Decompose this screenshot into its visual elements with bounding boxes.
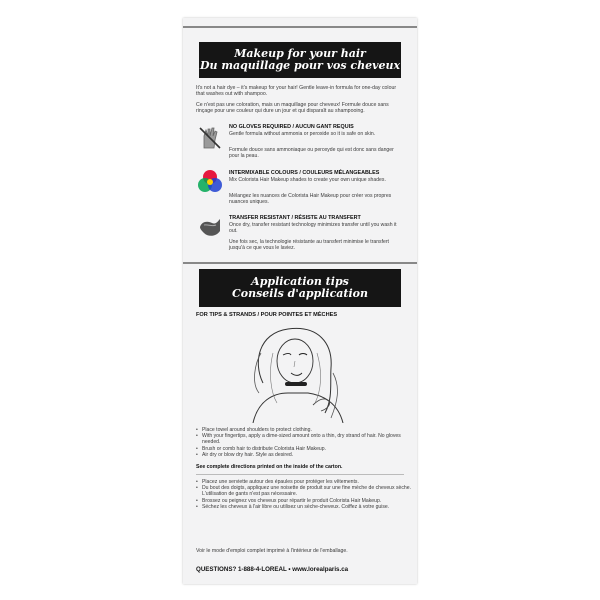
list-item: • Du bout des doigts, appliquez une noisette de produit sur une fine mèche de cheveux sèche. L'utilisation de gants n'est pas nécessaire. — [202, 485, 412, 497]
list-item: • Brush or comb hair to distribute Colorista Hair Makeup. — [202, 446, 412, 452]
directions-fr: Voir le mode d'emploi complet imprimé à l'intérieur de l'emballage. — [196, 548, 348, 554]
transfer-resistant-icon — [196, 213, 224, 241]
steps-list-fr — [196, 479, 412, 510]
list-item: • Placez une serviette autour des épaules pour protéger les vêtements. — [202, 479, 412, 485]
list-item: • With your fingertips, apply a dime-sized amount onto a thin, dry strand of hair. No gloves needed. — [202, 433, 412, 445]
contact-footer: QUESTIONS? 1-888-4-LOREAL • www.lorealparis.ca — [196, 566, 349, 573]
list-item: • Séchez les cheveux à l'air libre ou utilisez un sèche-cheveux. Coiffez à votre guise. — [202, 504, 412, 510]
feature-text-en-transfer: Once dry, transfer resistant technology minimizes transfer until you wash it out. — [229, 222, 397, 235]
tips-subhead: FOR TIPS & STRANDS / POUR POINTES ET MÈCHES — [196, 312, 338, 318]
top-stripe — [183, 26, 417, 28]
feature-text-fr-transfer: Une fois sec, la technologie résistante au transfert minimise le transfert jusqu'à ce que vous le laviez. — [229, 239, 389, 252]
steps-list-en — [196, 427, 412, 458]
tips-banner — [199, 269, 401, 307]
header-banner — [199, 42, 401, 78]
divider — [196, 474, 404, 475]
feature-text-fr-intermixable: Mélangez les nuances de Colorista Hair Makeup pour créer vos propres nuances uniques. — [229, 193, 392, 206]
middle-stripe — [183, 262, 417, 264]
tips-title-fr: Conseils d'application — [231, 287, 368, 300]
feature-title-transfer: TRANSFER RESISTANT / RÉSISTE AU TRANSFERT — [229, 215, 361, 221]
woman-illustration — [233, 323, 363, 423]
no-gloves-icon — [196, 124, 224, 152]
header-title-fr: Du maquillage pour vos cheveux — [199, 59, 401, 72]
list-item: • Brossez ou peignez vos cheveux pour répartir le produit Colorista Hair Makeup. — [202, 498, 412, 504]
feature-text-fr-no-gloves: Formule douce sans ammoniaque ou peroxyde qui est donc sans danger pour la peau. — [229, 147, 394, 160]
tips-title-en: Application tips — [251, 275, 349, 288]
feature-title-no-gloves: NO GLOVES REQUIRED / AUCUN GANT REQUIS — [229, 124, 354, 130]
list-item: • Air dry or blow dry hair. Style as desired. — [202, 452, 412, 458]
feature-title-intermixable: INTERMIXABLE COLOURS / COULEURS MÉLANGEABLES — [229, 170, 380, 176]
feature-text-en-no-gloves: Gentle formula without ammonia or peroxide so it is safe on skin. — [229, 131, 376, 137]
package-panel — [183, 18, 417, 584]
feature-text-en-intermixable: Mix Colorista Hair Makeup shades to create your own unique shades. — [229, 177, 386, 183]
intro-fr: Ce n'est pas une coloration, mais un maquillage pour cheveux! Formule douce sans rinçage pour une couleur qui dure un jour et qui disparaît au shampooing. — [196, 102, 389, 115]
intro-en: It's not a hair dye – it's makeup for your hair! Gentle leave-in formula for one-day colour that washes out with shampoo. — [196, 85, 397, 98]
directions-en: See complete directions printed on the inside of the carton. — [196, 464, 343, 470]
header-title-en: Makeup for your hair — [234, 47, 366, 60]
color-circles-icon — [196, 168, 224, 196]
list-item: • Place towel around shoulders to protect clothing. — [202, 427, 412, 433]
